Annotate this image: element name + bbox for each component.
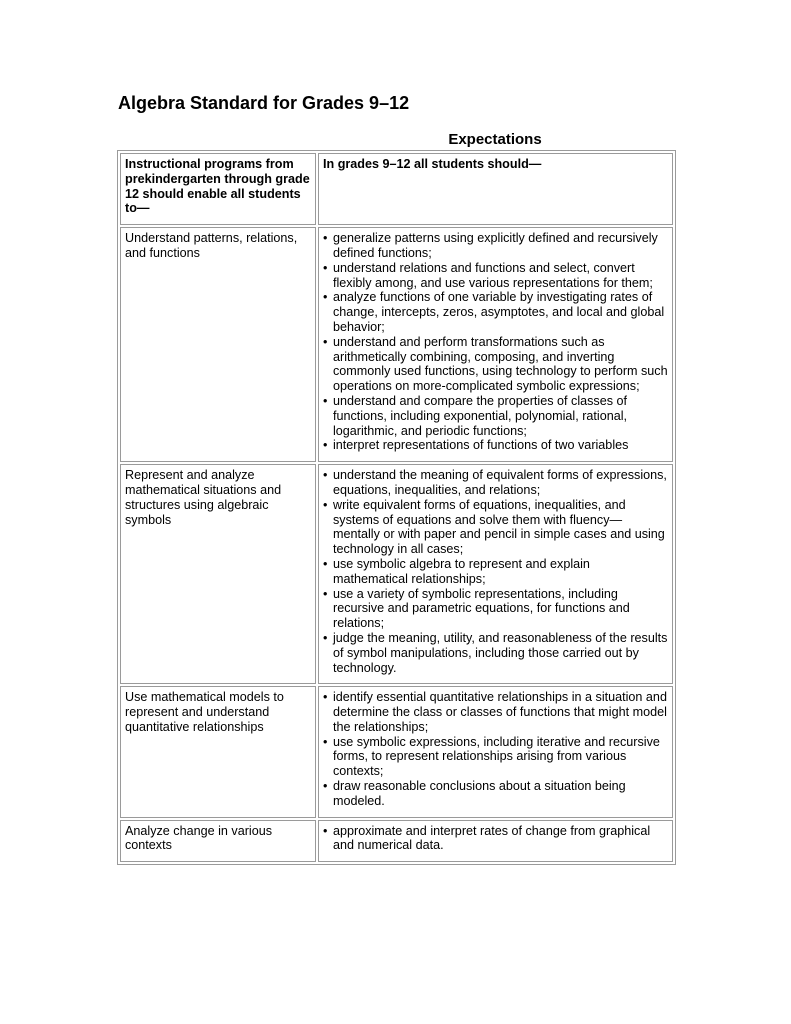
list-item: • use symbolic algebra to represent and explain mathematical relationships;: [323, 557, 668, 587]
list-item: • generalize patterns using explicitly defined and recursively defined functions;: [323, 231, 668, 261]
table-row: [120, 464, 673, 684]
standards-table: [117, 150, 676, 865]
header-left-cell: Instructional programs from prekindergarten through grade 12 should enable all students to—: [120, 153, 316, 225]
expectations-list: [323, 468, 668, 675]
list-item: • interpret representations of functions of two variables: [323, 438, 668, 453]
table-header-row: [120, 153, 673, 225]
list-item: • judge the meaning, utility, and reasonableness of the results of symbol manipulations, including those carried out by technology.: [323, 631, 668, 675]
table-row: [120, 227, 673, 462]
table-row: [120, 686, 673, 817]
expectations-list: [323, 824, 668, 854]
list-item: • understand relations and functions and select, convert flexibly among, and use various representations for them;: [323, 261, 668, 291]
expectations-cell: [318, 464, 673, 684]
list-item: • use a variety of symbolic representations, including recursive and parametric equations, for functions and relations;: [323, 587, 668, 631]
list-item: • understand and perform transformations such as arithmetically combining, composing, and inverting commonly used functions, using technology to perform such operations on more-complicated symbolic expressions;: [323, 335, 668, 394]
expectations-cell: [318, 686, 673, 817]
list-item: • draw reasonable conclusions about a situation being modeled.: [323, 779, 668, 809]
expectations-list: [323, 231, 668, 453]
page-title: Algebra Standard for Grades 9–12: [118, 93, 410, 113]
list-item: • write equivalent forms of equations, inequalities, and systems of equations and solve them with fluency—mentally or with paper and pencil in simple cases and using technology in all cases;: [323, 498, 668, 557]
table-row: [120, 820, 673, 863]
list-item: • understand and compare the properties of classes of functions, including exponential, polynomial, rational, logarithmic, and periodic functions;: [323, 394, 668, 438]
expectations-cell: [318, 227, 673, 462]
expectations-cell: [318, 820, 673, 863]
list-item: • analyze functions of one variable by investigating rates of change, intercepts, zeros, asymptotes, and local and global behavior;: [323, 290, 668, 334]
header-right-cell: In grades 9–12 all students should—: [318, 153, 673, 225]
expectations-heading: Expectations: [448, 131, 542, 148]
standard-cell: Analyze change in various contexts: [120, 820, 316, 863]
list-item: • use symbolic expressions, including iterative and recursive forms, to represent relationships arising from various contexts;: [323, 735, 668, 779]
list-item: • approximate and interpret rates of change from graphical and numerical data.: [323, 824, 668, 854]
list-item: • identify essential quantitative relationships in a situation and determine the class or classes of functions that might model the relationships;: [323, 690, 668, 734]
list-item: • understand the meaning of equivalent forms of expressions, equations, inequalities, and relations;: [323, 468, 668, 498]
standard-cell: Represent and analyze mathematical situations and structures using algebraic symbols: [120, 464, 316, 684]
expectations-list: [323, 690, 668, 808]
standard-cell: Use mathematical models to represent and understand quantitative relationships: [120, 686, 316, 817]
standard-cell: Understand patterns, relations, and functions: [120, 227, 316, 462]
